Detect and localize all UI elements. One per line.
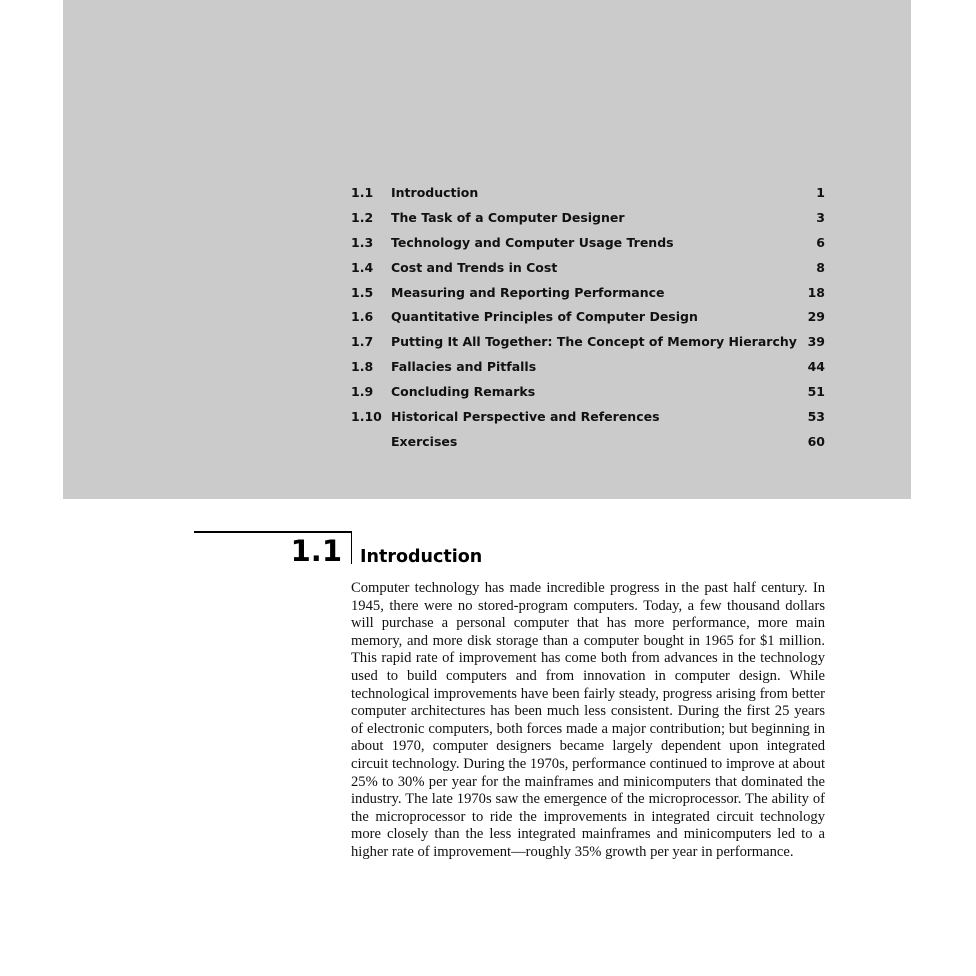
toc-page: 8 xyxy=(816,259,825,275)
toc-title: Cost and Trends in Cost xyxy=(391,259,558,275)
section-title: Introduction xyxy=(360,547,483,567)
toc-title: Putting It All Together: The Concept of Memory Hierarchy xyxy=(391,334,797,350)
section-number: 1.1 xyxy=(290,534,342,568)
toc-title: Concluding Remarks xyxy=(391,384,536,400)
toc-page: 51 xyxy=(807,384,825,400)
toc-page: 18 xyxy=(807,284,825,300)
toc-page: 60 xyxy=(807,433,825,449)
toc-row[interactable] xyxy=(351,208,825,233)
toc-number: 1.3 xyxy=(351,234,374,250)
toc-title: Technology and Computer Usage Trends xyxy=(391,234,674,250)
toc-row[interactable] xyxy=(351,307,825,332)
toc-row[interactable] xyxy=(351,258,825,283)
toc-number: 1.5 xyxy=(351,284,374,300)
table-of-contents xyxy=(351,183,825,457)
toc-title: Measuring and Reporting Performance xyxy=(391,284,665,300)
toc-page: 39 xyxy=(807,334,825,350)
toc-page: 1 xyxy=(816,185,825,200)
toc-title: Quantitative Principles of Computer Design xyxy=(391,309,698,325)
toc-page: 29 xyxy=(807,309,825,325)
section-divider xyxy=(351,531,352,564)
toc-title: Exercises xyxy=(391,433,458,449)
toc-number: 1.4 xyxy=(351,259,374,275)
toc-page: 6 xyxy=(816,234,825,250)
toc-row[interactable] xyxy=(351,283,825,308)
toc-row[interactable] xyxy=(351,382,825,407)
toc-title: Introduction xyxy=(391,185,479,200)
toc-row[interactable] xyxy=(351,332,825,357)
toc-row[interactable] xyxy=(351,233,825,258)
toc-number: 1.8 xyxy=(351,359,374,375)
toc-number: 1.6 xyxy=(351,309,374,325)
toc-title: Historical Perspective and References xyxy=(391,409,660,425)
toc-row[interactable] xyxy=(351,357,825,382)
toc-number: 1.9 xyxy=(351,384,374,400)
toc-row[interactable] xyxy=(351,183,825,208)
body-paragraph: Computer technology has made incredible progress in the past half century. In 1945, there were no stored-program computers. Today, a few thousand dollars will purchase a personal computer that has more performance, more main memory, and more disk storage than a computer bought in 1965 for $1 million. This rapid rate of improvement has come both from advances in the technology used to build computers and from innovation in computer design. While technological improvements have been fairly steady, progress arising from better computer architectures has been much less consistent. During the first 25 years of electronic computers, both forces made a major contribution; but beginning in about 1970, computer designers became largely dependent upon integrated circuit technology. During the 1970s, performance continued to improve at about 25% to 30% per year for the mainframes and minicomputers that dominated the industry. The late 1970s saw the emergence of the microprocessor. The ability of the microprocessor to ride the improvements in integrated circuit technology more closely than the less integrated mainframes and minicomputers led to a higher rate of improvement—roughly 35% growth per year in performance. xyxy=(351,580,825,860)
toc-row[interactable] xyxy=(351,407,825,432)
toc-page: 3 xyxy=(816,209,825,225)
toc-title: The Task of a Computer Designer xyxy=(391,209,625,225)
toc-number: 1.10 xyxy=(351,409,382,425)
toc-number: 1.7 xyxy=(351,334,374,350)
toc-row[interactable] xyxy=(351,432,825,457)
toc-page: 53 xyxy=(807,409,825,425)
toc-number: 1.1 xyxy=(351,185,374,200)
toc-title: Fallacies and Pitfalls xyxy=(391,359,537,375)
toc-number: 1.2 xyxy=(351,209,374,225)
toc-page: 44 xyxy=(807,359,825,375)
